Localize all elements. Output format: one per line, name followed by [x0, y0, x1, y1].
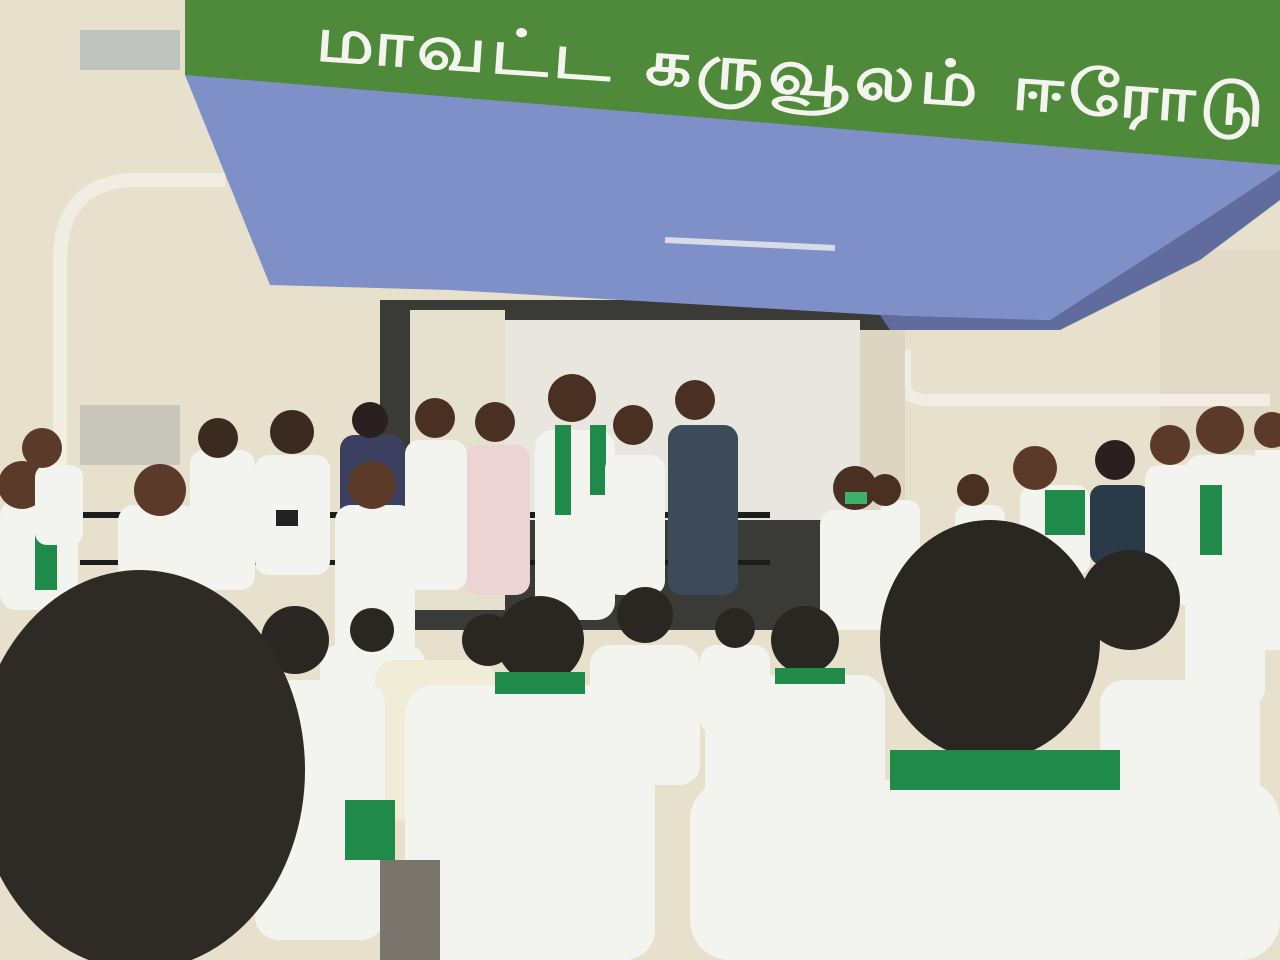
sign-text: மாவட்ட கருவூலம் ஈரோடு	[313, 2, 1133, 132]
left-wall-window	[80, 405, 180, 465]
ground	[380, 860, 440, 960]
upper-window	[80, 30, 180, 70]
